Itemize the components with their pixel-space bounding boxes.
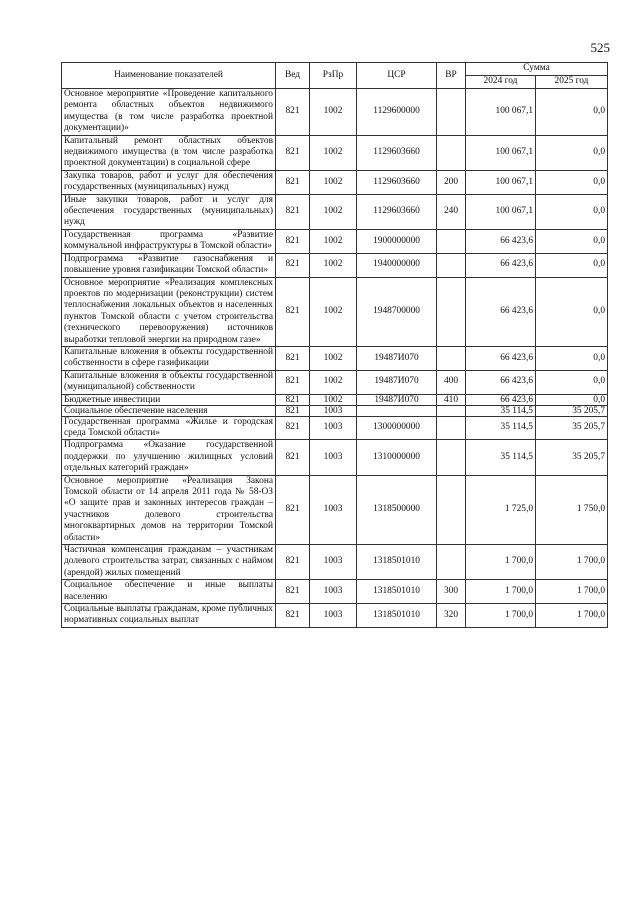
table-row [62,277,608,346]
row-2024: 100 067,1 [466,194,536,229]
table-row [62,394,608,405]
row-2024: 1 700,0 [466,580,536,604]
row-csr: 1318501010 [357,545,437,580]
row-vr [437,405,466,416]
table-row [62,580,608,604]
table-row [62,405,608,416]
row-name: Государственная программа «Жилье и городская среда Томской области» [62,416,276,440]
row-2025: 0,0 [536,170,608,194]
row-csr: 19487И070 [357,346,437,370]
row-rzpr: 1002 [310,253,357,277]
table-row [62,194,608,229]
row-rzpr: 1002 [310,170,357,194]
row-vr: 400 [437,370,466,394]
row-ved: 821 [276,194,310,229]
row-rzpr: 1003 [310,604,357,628]
header-ved: Вед [276,63,310,89]
row-vr [437,475,466,544]
row-csr: 1318500000 [357,475,437,544]
row-2025: 0,0 [536,135,608,170]
row-name: Бюджетные инвестиции [62,394,276,405]
row-2025: 0,0 [536,229,608,253]
row-vr: 320 [437,604,466,628]
row-ved: 821 [276,89,310,136]
header-sum: Сумма [466,63,608,76]
row-ved: 821 [276,405,310,416]
row-rzpr: 1002 [310,229,357,253]
row-name: Иные закупки товаров, работ и услуг для обеспечения государственных (муниципальных) нужд [62,194,276,229]
row-vr [437,416,466,440]
row-2025: 0,0 [536,89,608,136]
table-row [62,135,608,170]
row-2024: 35 114,5 [466,405,536,416]
row-csr: 1900000000 [357,229,437,253]
table-row [62,545,608,580]
row-name: Капитальные вложения в объекты государственной собственности в сфере газификации [62,346,276,370]
row-2024: 66 423,6 [466,394,536,405]
row-vr: 200 [437,170,466,194]
row-name: Капитальные вложения в объекты государственной (муниципальной) собственности [62,370,276,394]
row-2025: 1 700,0 [536,580,608,604]
header-rzpr: РзПр [310,63,357,89]
row-ved: 821 [276,253,310,277]
row-csr: 1948700000 [357,277,437,346]
row-2024: 100 067,1 [466,135,536,170]
row-rzpr: 1003 [310,475,357,544]
row-vr: 240 [437,194,466,229]
row-ved: 821 [276,135,310,170]
row-name: Капитальный ремонт областных объектов недвижимого имущества (в том числе разработка проектной документации) в социальной сфере [62,135,276,170]
row-rzpr: 1002 [310,346,357,370]
table-row [62,253,608,277]
row-csr: 1300000000 [357,416,437,440]
row-ved: 821 [276,346,310,370]
header-vr: ВР [437,63,466,89]
row-name: Социальное обеспечение населения [62,405,276,416]
row-name: Основное мероприятие «Реализация Закона Томской области от 14 апреля 2011 года № 58-ОЗ «О защите прав и законных интересов граждан – участников долевого строительства многоквартирных домов на территории Томской области» [62,475,276,544]
row-vr [437,277,466,346]
row-csr: 1940000000 [357,253,437,277]
row-rzpr: 1003 [310,440,357,475]
row-2024: 100 067,1 [466,170,536,194]
row-name: Частичная компенсация гражданам – участникам долевого строительства затрат, связанных с наймом (арендой) жилых помещений [62,545,276,580]
header-2024: 2024 год [466,76,536,89]
row-2024: 1 725,0 [466,475,536,544]
row-2025: 0,0 [536,194,608,229]
row-vr [437,346,466,370]
row-vr: 300 [437,580,466,604]
row-vr [437,229,466,253]
row-2025: 35 205,7 [536,440,608,475]
row-name: Основное мероприятие «Проведение капитального ремонта областных объектов недвижимого имущества (в том числе разработка проектной документации)» [62,89,276,136]
row-csr: 19487И070 [357,370,437,394]
row-ved: 821 [276,475,310,544]
row-2025: 35 205,7 [536,416,608,440]
row-csr: 19487И070 [357,394,437,405]
row-csr: 1129603660 [357,170,437,194]
row-name: Государственная программа «Развитие коммунальной инфраструктуры в Томской области» [62,229,276,253]
row-2024: 35 114,5 [466,440,536,475]
row-name: Социальное обеспечение и иные выплаты населению [62,580,276,604]
row-vr [437,89,466,136]
row-2025: 0,0 [536,253,608,277]
row-vr: 410 [437,394,466,405]
row-2024: 66 423,6 [466,229,536,253]
table-header [62,63,608,89]
row-ved: 821 [276,545,310,580]
row-ved: 821 [276,394,310,405]
row-name: Подпрограмма «Оказание государственной поддержки по улучшению жилищных условий отдельных категорий граждан» [62,440,276,475]
table-row [62,229,608,253]
row-name: Закупка товаров, работ и услуг для обеспечения государственных (муниципальных) нужд [62,170,276,194]
row-rzpr: 1002 [310,194,357,229]
row-rzpr: 1002 [310,277,357,346]
row-2025: 0,0 [536,277,608,346]
row-name: Подпрограмма «Развитие газоснабжения и повышение уровня газификации Томской области» [62,253,276,277]
header-2025: 2025 год [536,76,608,89]
table-row [62,346,608,370]
row-csr: 1129600000 [357,89,437,136]
row-ved: 821 [276,170,310,194]
row-2025: 0,0 [536,370,608,394]
row-name: Социальные выплаты гражданам, кроме публичных нормативных социальных выплат [62,604,276,628]
row-rzpr: 1002 [310,394,357,405]
row-rzpr: 1003 [310,580,357,604]
row-name: Основное мероприятие «Реализация комплексных проектов по модернизации (реконструкции) систем теплоснабжения локальных объектов и населенных пунктов Томской области с учетом строительства (технического перевооружения) источников выработки тепловой энергии на природном газе» [62,277,276,346]
row-ved: 821 [276,370,310,394]
row-2025: 35 205,7 [536,405,608,416]
row-2025: 1 700,0 [536,604,608,628]
page-number: 525 [590,40,610,55]
table-row [62,604,608,628]
table-row [62,475,608,544]
row-2024: 100 067,1 [466,89,536,136]
row-2025: 0,0 [536,346,608,370]
row-vr [437,135,466,170]
row-2024: 66 423,6 [466,253,536,277]
budget-table [61,62,608,628]
row-ved: 821 [276,229,310,253]
row-rzpr: 1002 [310,89,357,136]
row-vr [437,545,466,580]
row-2025: 0,0 [536,394,608,405]
table-row [62,440,608,475]
row-ved: 821 [276,604,310,628]
row-rzpr: 1003 [310,405,357,416]
header-csr: ЦСР [357,63,437,89]
table-row [62,416,608,440]
row-rzpr: 1003 [310,545,357,580]
row-2024: 1 700,0 [466,604,536,628]
row-2024: 66 423,6 [466,277,536,346]
row-csr: 1310000000 [357,440,437,475]
row-csr: 1129603660 [357,194,437,229]
row-rzpr: 1003 [310,416,357,440]
row-2025: 1 700,0 [536,545,608,580]
row-csr [357,405,437,416]
row-2024: 1 700,0 [466,545,536,580]
header-name: Наименование показателей [62,63,276,89]
row-2024: 66 423,6 [466,346,536,370]
row-ved: 821 [276,416,310,440]
row-2024: 66 423,6 [466,370,536,394]
row-ved: 821 [276,580,310,604]
row-rzpr: 1002 [310,135,357,170]
row-rzpr: 1002 [310,370,357,394]
row-vr [437,253,466,277]
row-csr: 1318501010 [357,580,437,604]
row-2024: 35 114,5 [466,416,536,440]
table-body [62,89,608,628]
table-row [62,370,608,394]
row-2025: 1 750,0 [536,475,608,544]
table-row [62,170,608,194]
row-vr [437,440,466,475]
table-row [62,89,608,136]
row-csr: 1318501010 [357,604,437,628]
row-csr: 1129603660 [357,135,437,170]
row-ved: 821 [276,440,310,475]
row-ved: 821 [276,277,310,346]
